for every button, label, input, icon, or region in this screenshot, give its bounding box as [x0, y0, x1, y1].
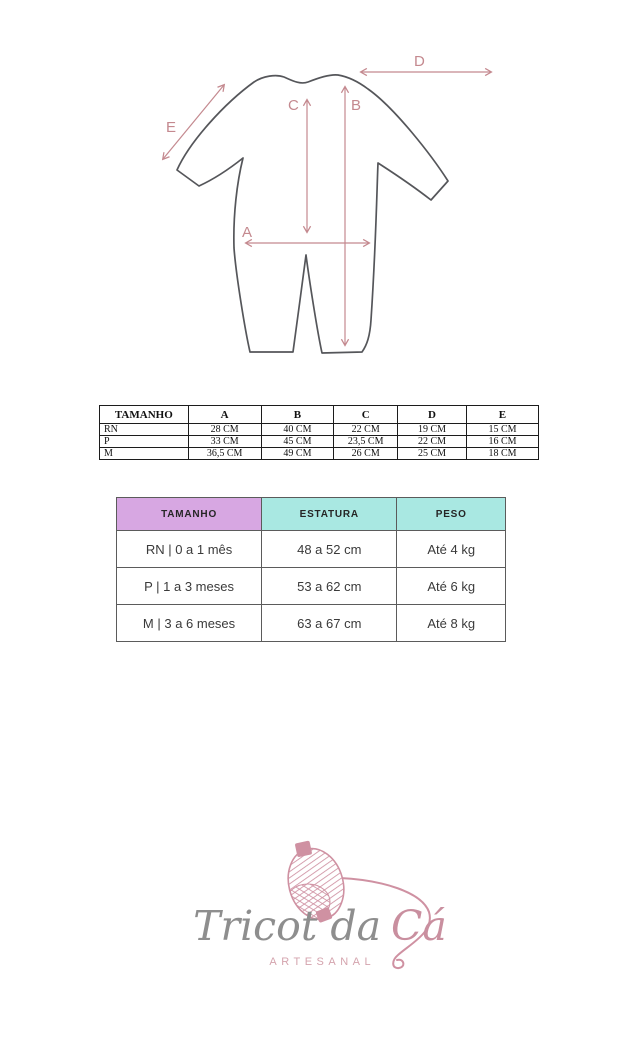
label-d: D [414, 53, 426, 70]
size-cell: Até 6 kg [397, 568, 506, 605]
measure-header-e: E [466, 406, 538, 424]
size-cell: Até 4 kg [397, 531, 506, 568]
measure-header-a: A [188, 406, 261, 424]
size-cell: 48 a 52 cm [262, 531, 397, 568]
label-e: E [166, 119, 178, 136]
measure-cell: RN [100, 424, 189, 436]
label-a: A [242, 224, 254, 241]
measure-cell: 15 CM [466, 424, 538, 436]
measure-cell: 28 CM [188, 424, 261, 436]
measure-cell: 22 CM [334, 424, 398, 436]
size-cell: 63 a 67 cm [262, 605, 397, 642]
brand-name-primary: Tricot da [193, 902, 382, 950]
measure-row-rn [100, 424, 539, 436]
measurements-table [99, 405, 539, 460]
measure-cell: 33 CM [188, 436, 261, 448]
label-c: C [288, 97, 300, 114]
measure-header-d: D [398, 406, 467, 424]
brand-name-accent: Cá [391, 902, 447, 950]
measure-cell: 18 CM [466, 448, 538, 460]
measure-cell: 26 CM [334, 448, 398, 460]
size-header-peso: PESO [397, 498, 506, 531]
age-height-weight-table [116, 497, 506, 642]
measure-row-p [100, 436, 539, 448]
size-header-tamanho: TAMANHO [117, 498, 262, 531]
measure-cell: 36,5 CM [188, 448, 261, 460]
measure-header-c: C [334, 406, 398, 424]
measure-row-m [100, 448, 539, 460]
measure-cell: 23,5 CM [334, 436, 398, 448]
romper-outline [177, 75, 448, 353]
measure-header-row [100, 406, 539, 424]
size-cell: M | 3 a 6 meses [117, 605, 262, 642]
measure-cell: 40 CM [261, 424, 334, 436]
measure-cell: 22 CM [398, 436, 467, 448]
measure-cell: 19 CM [398, 424, 467, 436]
size-header-estatura: ESTATURA [262, 498, 397, 531]
measure-cell: M [100, 448, 189, 460]
measure-cell: 16 CM [466, 436, 538, 448]
size-header-row [117, 498, 506, 531]
size-cell: P | 1 a 3 meses [117, 568, 262, 605]
measure-cell: 25 CM [398, 448, 467, 460]
size-cell: Até 8 kg [397, 605, 506, 642]
garment-diagram [0, 0, 640, 390]
measure-cell: P [100, 436, 189, 448]
size-row-m [117, 605, 506, 642]
measure-cell: 49 CM [261, 448, 334, 460]
measure-header-tamanho: TAMANHO [100, 406, 189, 424]
brand-subtitle: ARTESANAL [269, 956, 376, 968]
label-b: B [351, 97, 363, 114]
measure-cell: 45 CM [261, 436, 334, 448]
size-cell: 53 a 62 cm [262, 568, 397, 605]
size-row-p [117, 568, 506, 605]
measure-header-b: B [261, 406, 334, 424]
size-cell: RN | 0 a 1 mês [117, 531, 262, 568]
size-row-rn [117, 531, 506, 568]
brand-name [0, 904, 640, 949]
